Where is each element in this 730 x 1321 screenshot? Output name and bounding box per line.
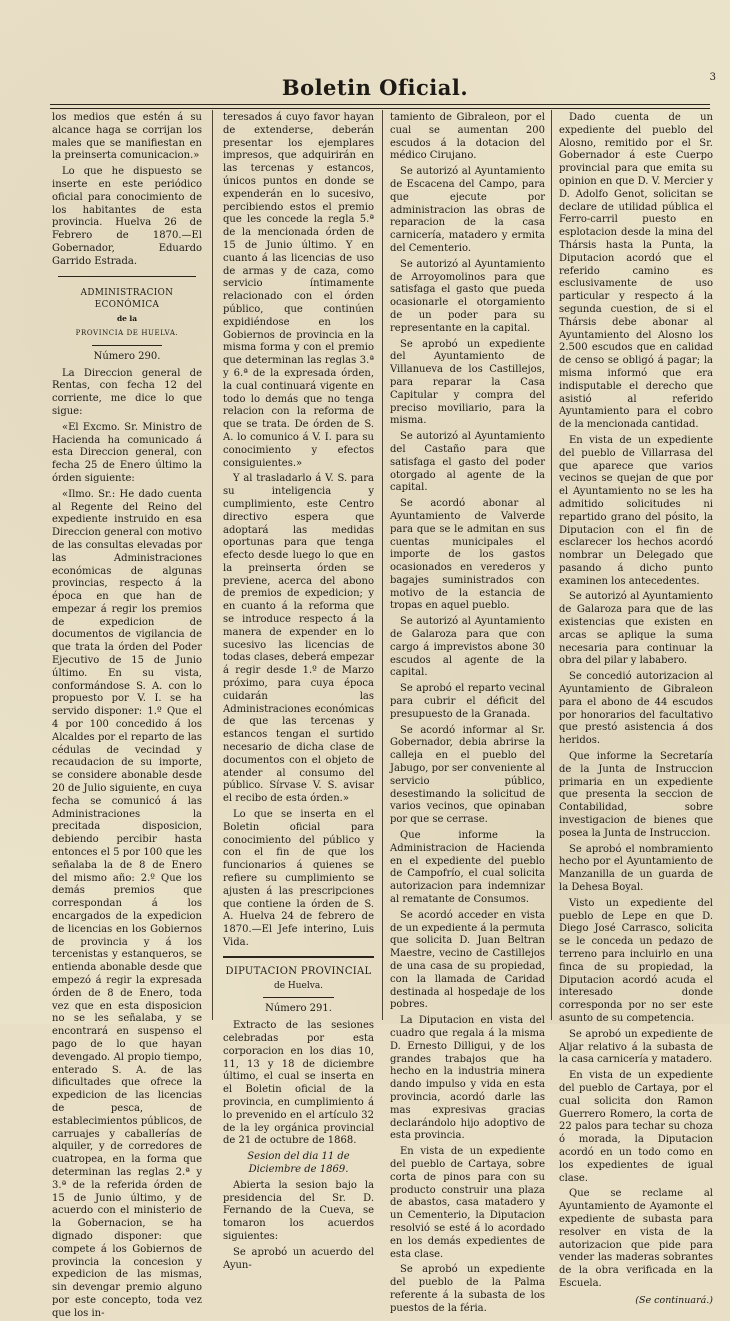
paragraph: Se autorizó al Ayuntamiento de Escacena del Campo, para que ejecute por administracion las obras de reparacion de la casa carnicería, matadero y ermita del Cementerio. (390, 166, 545, 254)
section-place: de Huelva. (273, 980, 324, 991)
paragraph: Que informe la Secretaría de la Junta de Instruccion primaria en un expediente que presenta la seccion de Contabilidad, sobre investigacion de bienes que posea la Junta de Instruccion. (559, 751, 713, 839)
section-separator (223, 956, 374, 958)
section-separator (92, 345, 162, 346)
paragraph: Se aprobó un acuerdo del Ayun- (223, 1246, 374, 1271)
session-heading: Sesion del dia 11 de Diciembre de 1869. (247, 1151, 350, 1175)
notice-number: Número 291. (265, 1003, 332, 1015)
paragraph: Se autorizó al Ayuntamiento del Castaño para que satisfaga el gasto del poder otorgado al agente de la capital. (390, 431, 545, 494)
paragraph: Se autorizó al Ayuntamiento de Galaroza para que de las existencias que existen en arcas se aplique la suma necesaria para continuar la obra del pilar y lababero. (559, 591, 713, 667)
paragraph: «Ilmo. Sr.: He dado cuenta al Regente del Reino del expediente instruido en esa Direccion general con motivo de las consultas elevadas por las Administraciones económicas de algunas provincias, respecto á la época en que han de empezar á regir los premios de expedicion de documentos de vigilancia de que trata la órden del Poder Ejecutivo de 15 de Junio último. En su vista, conformándose S. A. con lo propuesto por V. I. se ha servido disponer: 1.º Que el 4 por 100 concedido á los Alcaldes por el reparto de las cédulas de vecindad y recaudacion de su importe, se considere abonable desde 20 de Julio siguiente, en cuya fecha se comunicó á las Administraciones la precitada disposicion, debiendo percibir hasta entonces el 5 por 100 que les señalaba la de 8 de Enero del mismo año: 2.º Que los demás premios que correspondan á los encargados de la expedicion de licencias en los Gobiernos de provincia y á los tercenistas y estanqueros, se entienda abonable desde que empezó á regir la expresada órden de 8 de Enero, toda vez que en esta disposicion no se les señalaba, y se encontrará en suspenso el pago de lo que hayan devengado. Al propio tiempo, enterado S. A. de las dificultades que ofrece la expedicion de las licencias de pesca, de establecimientos públicos, de carruajes y caballerías de alquiler, y de corredores de cuatropea, en la forma que determinan las reglas 2.ª y 3.ª de la referida órden de 15 de Junio último, y de acuerdo con el ministerio de la Gobernacion, se ha dignado disponer: que compete á los Gobiernos de provincia la concesion y expedicion de las mismas, sin devengar premio alguno por este concepto, toda vez que los in- (52, 488, 202, 1319)
paragraph: Se concedió autorizacion al Ayuntamiento de Gibraleon para el abono de 44 escudos por honorarios del facultativo que prestó asistencia á dos heridos. (559, 671, 713, 747)
header-rule (50, 104, 710, 105)
paragraph: Se autorizó al Ayuntamiento de Galaroza para que con cargo á imprevistos abone 30 escudos al agente de la capital. (390, 616, 545, 679)
section-title: ADMINISTRACION ECONÓMICA (80, 287, 174, 311)
paragraph: Se aprobó el reparto vecinal para cubrir el déficit del presupuesto de la Granada. (390, 683, 545, 720)
paragraph: En vista de un expediente del pueblo de Villarrasa del que aparece que varios vecinos se quejan de que por el Ayuntamiento no se les ha admitido solicitudes ni repartido grano del pósito, la Diputacion con el fin de esclarecer los hechos acordó nombrar un Delegado que pasando á dicho punto examinen los antecedentes. (559, 434, 713, 587)
paragraph: Visto un expediente del pueblo de Lepe en que D. Diego José Carrasco, solicita se le conceda un pedazo de terreno para incluirlo en una finca de su propiedad, la Diputacion acordó acuda el interesado donde corresponda por no ser este asunto de su competencia. (559, 897, 713, 1024)
paragraph: Se aprobó un expediente del pueblo de la Palma referente á la subasta de los puestos de la féria. (390, 1264, 545, 1314)
column-3 (390, 112, 545, 1314)
column-4 (559, 112, 713, 1306)
section-place: PROVINCIA DE HUELVA. (75, 328, 179, 337)
paragraph: Se acordó informar al Sr. Gobernador, debia abrirse la calleja en el pueblo del Jabugo, por ser conveniente al servicio público, desestimando la solicitud de varios vecinos, que opinaban por que se cerrase. (390, 724, 545, 826)
column-divider (212, 110, 213, 1020)
paragraph: Se aprobó el nombramiento hecho por el Ayuntamiento de Manzanilla de un guarda de la Dehesa Boyal. (559, 843, 713, 894)
section-title: DIPUTACION PROVINCIAL (225, 965, 372, 977)
masthead (40, 70, 710, 106)
paragraph: Extracto de las sesiones celebradas por esta corporacion en los dias 10, 11, 13 y 18 de diciembre último, el cual se inserta en el Boletin oficial de la provincia, en cumplimiento á lo prevenido en el artículo 32 de la ley orgánica provincial de 21 de octubre de 1868. (223, 1020, 374, 1147)
paragraph: Se autorizó al Ayuntamiento de Arroyomolinos para que satisfaga el gasto que pueda ocasionarle el otorgamiento de un poder para su representante en la capital. (390, 258, 545, 334)
paragraph: Lo que he dispuesto se inserte en este periódico oficial para conocimiento de los habitantes de esta provincia. Huelva 26 de Febrero de 1870.—El Gobernador, Eduardo Garrido Estrada. (52, 166, 202, 267)
column-1 (52, 112, 202, 1319)
paragraph: En vista de un expediente del pueblo de Cartaya, por el cual solicita don Ramon Guerrero Romero, la corta de 22 palos para techar su choza ó morada, la Diputacion acordó en un todo como en los expedientes de igual clase. (559, 1070, 713, 1184)
continued-note: (Se continuará.) (635, 1294, 713, 1306)
notice-number: Número 290. (93, 350, 161, 362)
paragraph: «El Excmo. Sr. Ministro de Hacienda ha comunicado á esta Direccion general, con fecha 25 de Enero último la órden siguiente: (52, 421, 202, 484)
section-separator (58, 276, 196, 277)
paragraph: Abierta la sesion bajo la presidencia del Sr. D. Fernando de la Cueva, se tomaron los acuerdos siguientes: (223, 1179, 374, 1242)
section-subtitle: de la (116, 314, 138, 324)
header-rule-thin (50, 108, 710, 109)
column-divider (382, 110, 383, 1020)
paragraph: teresados á cuyo favor hayan de extenderse, deberán presentar los ejemplares impresos, que adquirirán en las tercenas y estancos, únicos puntos en donde se expenderán en lo sucesivo, percibiendo estos el premio que les concede la regla 5.ª de la mencionada órden de 15 de Junio último. Y en cuanto á las licencias de uso de armas y de caza, como servicio íntimamente relacionado con el órden público, que continúen expidiéndose en los Gobiernos de provincia en la misma forma y con el premio que determinan las reglas 3.ª y 6.ª de la expresada órden, la cual continuará vigente en todo lo demás que no tenga relacion con la reforma de que se trata. De órden de S. A. lo comunico á V. I. para su conocimiento y efectos consiguientes.» (223, 112, 374, 469)
paragraph: Que informe la Administracion de Hacienda en el expediente del pueblo de Campofrío, el cual solicita autorizacion para indemnizar al rematante de Consumos. (390, 830, 545, 906)
paragraph: Y al trasladarlo á V. S. para su inteligencia y cumplimiento, este Centro directivo espera que adoptará las medidas oportunas para que tenga efecto desde luego lo que en la preinserta órden se previene, acerca del abono de premios de expedicion; y en cuanto á la reforma que se introduce respecto á la manera de expender en lo sucesivo las licencias de todas clases, deberá empezar á regir desde 1.º de Marzo próximo, para cuya época cuidarán las Administraciones económicas de que las tercenas y estancos tengan el surtido necesario de dicha clase de documentos con el objeto de atender al consumo del público. Sírvase V. S. avisar el recibo de esta órden.» (223, 473, 374, 805)
section-separator (263, 997, 334, 998)
paragraph: Se aprobó un expediente de Aljar relativo á la subasta de la casa carnicería y matadero. (559, 1028, 713, 1066)
paragraph: Que se reclame al Ayuntamiento de Ayamonte el expediente de subasta para resolver en vista de la autorizacion que pide para vender las maderas sobrantes de la obra verificada en la Escuela. (559, 1188, 713, 1289)
page-number: 3 (709, 72, 716, 83)
paragraph: Se aprobó un expediente del Ayuntamiento de Villanueva de los Castillejos, para reparar la Casa Capitular y compra del preciso moviliario, para la misma. (390, 338, 545, 427)
paragraph: La Direccion general de Rentas, con fecha 12 del corriente, me dice lo que sigue: (52, 367, 202, 417)
paragraph: Dado cuenta de un expediente del pueblo del Alosno, remitido por el Sr. Gobernador á este Cuerpo provincial para que emita su opinion en que D. V. Mercier y D. Adolfo Genot, solicitan se declare de utilidad pública el Ferro-carril puesto en esplotacion desde la mina del Thársis hasta la Punta, la Diputacion acordó que el referido camino es esclusivamente de uso particular y respecto á la segunda cuestion, de si el Thársis debe abonar al Ayuntamiento del Alosno los 2.500 escudos que en calidad de censo se obligó á pagar; la misma informó que era indisputable el derecho que asistió al referido Ayuntamiento para el cobro de la mencionada cantidad. (559, 112, 713, 431)
newspaper-title: Boletin Oficial. (281, 75, 469, 100)
paragraph: Lo que se inserta en el Boletin oficial para conocimiento del público y con el fin de que los funcionarios á quienes se refiere su cumplimiento se ajusten á las prescripciones que contiene la órden de S. A. Huelva 24 de febrero de 1870.—El Jefe interino, Luis Vida. (223, 809, 374, 948)
paragraph: La Diputacion en vista del cuadro que regala á la misma D. Ernesto Dilligui, y de los grandes trabajos que ha hecho en la industria minera dando impulso y vida en esta provincia, acordó darle las mas expresivas gracias declarándolo hijo adoptivo de esta provincia. (390, 1015, 545, 1142)
paragraph: En vista de un expediente del pueblo de Cartaya, sobre corta de pinos para con su producto construir una plaza de abastos, casa matadero y un Cementerio, la Diputacion resolvió se esté á lo acordado en los demás expedientes de esta clase. (390, 1146, 545, 1260)
column-divider (551, 110, 552, 1020)
paragraph: Se acordó acceder en vista de un expediente á la permuta que solicita D. Juan Beltran Maestre, vecino de Castillejos de una casa de su propiedad, con la llamada de Caridad destinada al hospedaje de los pobres. (390, 909, 545, 1011)
paragraph: Se acordó abonar al Ayuntamiento de Valverde para que se le admitan en sus cuentas municipales el importe de los gastos ocasionados en verederos y bagajes suministrados con motivo de la estancia de tropas en aquel pueblo. (390, 498, 545, 612)
paragraph: tamiento de Gibraleon, por el cual se aumentan 200 escudos á la dotacion del médico Cirujano. (390, 112, 545, 162)
paragraph: los medios que estén á su alcance haga se corrijan los males que se manifiestan en la preinserta comunicacion.» (52, 112, 202, 162)
column-2 (223, 112, 374, 1271)
